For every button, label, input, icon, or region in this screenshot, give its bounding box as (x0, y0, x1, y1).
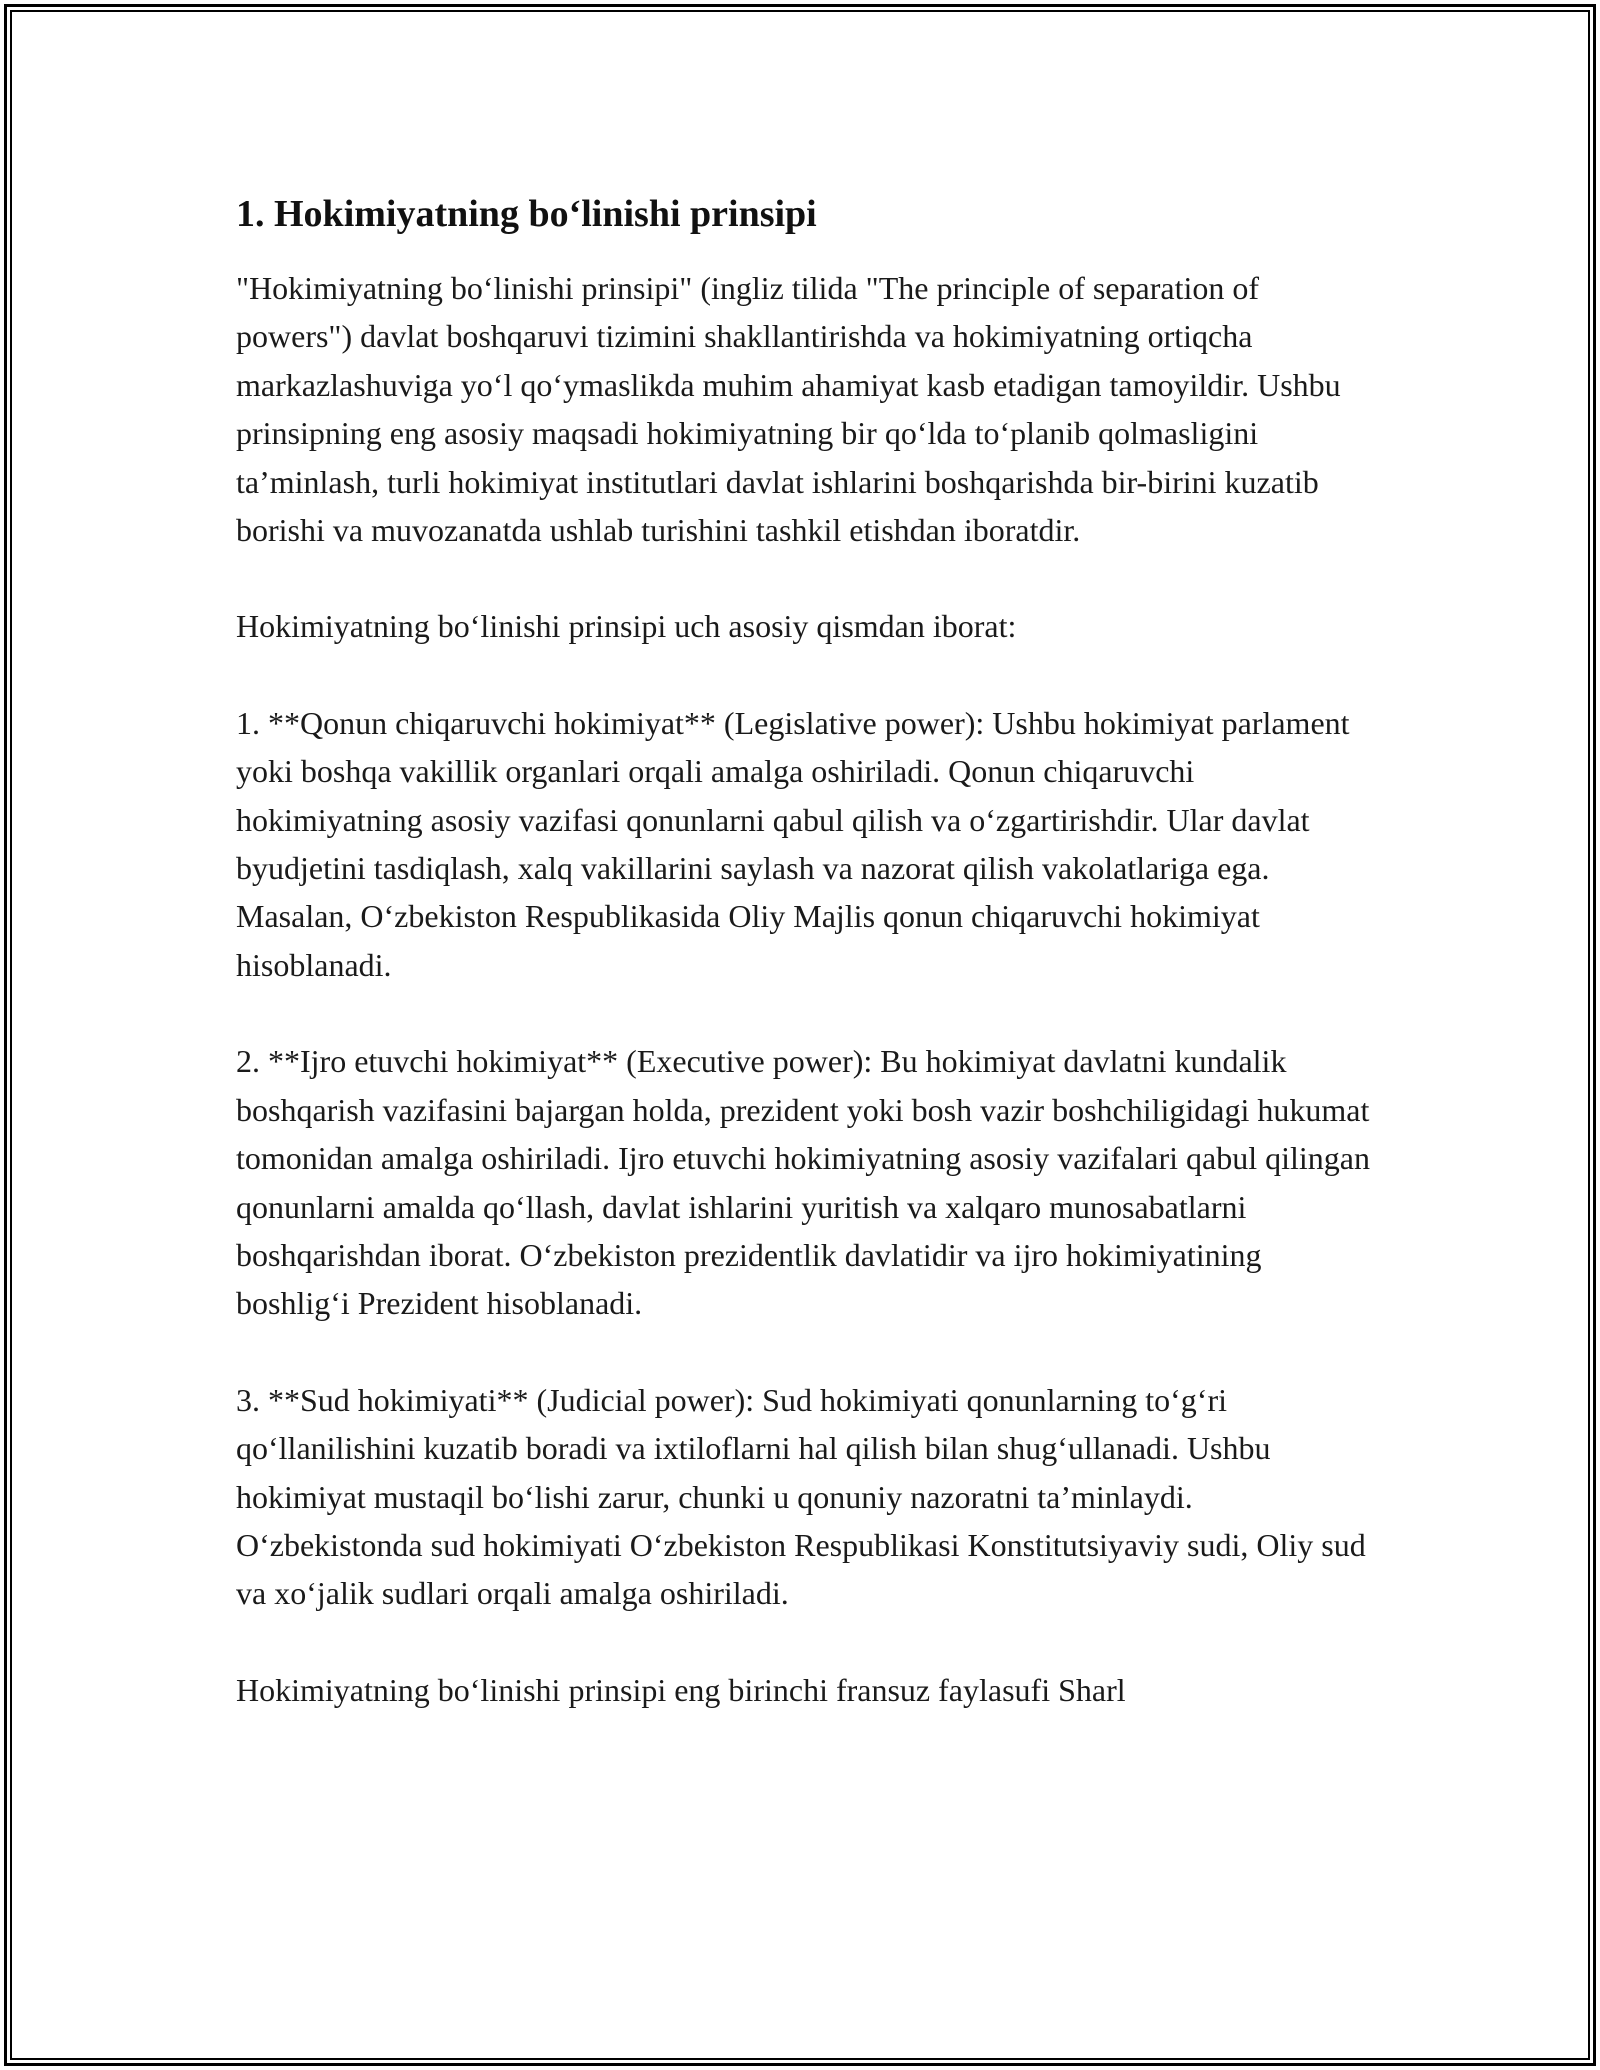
paragraph-legislative: 1. **Qonun chiqaruvchi hokimiyat** (Legislative power): Ushbu hokimiyat parlament yoki boshqa vakillik organlari orqali amalga oshiriladi. Qonun chiqaruvchi hokimiyatning asosiy vazifasi qonunlarni qabul qilish va o‘zgartirishdir. Ular davlat byudjetini tasdiqlash, xalq vakillarini saylash va nazorat qilish vakolatlariga ega. Masalan, O‘zbekiston Respublikasida Oliy Majlis qonun chiqaruvchi hokimiyat hisoblanadi. (236, 704, 1350, 983)
paragraph-executive: 2. **Ijro etuvchi hokimiyat** (Executive power): Bu hokimiyat davlatni kundalik boshqarish vazifasini bajargan holda, prezident yoki bosh vazir boshchiligidagi hukumat tomonidan amalga oshiriladi. Ijro etuvchi hokimiyatning asosiy vazifalari qabul qilingan qonunlarni amalda qo‘llash, davlat ishlarini yuritish va xalqaro munosabatlarni boshqarishdan iborat. O‘zbekiston prezidentlik davlatidir va ijro hokimiyatining boshlig‘i Prezident hisoblanadi. (236, 1043, 1370, 1322)
paragraph-parts-intro: Hokimiyatning bo‘linishi prinsipi uch asosiy qismdan iborat: (236, 608, 1017, 645)
paragraph-history: Hokimiyatning bo‘linishi prinsipi eng birinchi fransuz faylasufi Sharl (236, 1671, 1126, 1708)
section-heading: 1. Hokimiyatning bo‘linishi prinsipi (236, 193, 817, 235)
document-body (236, 186, 1376, 1762)
paragraph-judicial: 3. **Sud hokimiyati** (Judicial power): Sud hokimiyati qonunlarning to‘g‘ri qo‘llanilishini kuzatib boradi va ixtiloflarni hal qilish bilan shug‘ullanadi. Ushbu hokimiyat mustaqil bo‘lishi zarur, chunki u qonuniy nazoratni ta’minlaydi. O‘zbekistonda sud hokimiyati O‘zbekiston Respublikasi Konstitutsiyaviy sudi, Oliy sud va xo‘jalik sudlari orqali amalga oshiriladi. (236, 1381, 1366, 1612)
paragraph-intro: "Hokimiyatning bo‘linishi prinsipi" (ingliz tilida "The principle of separation of powers") davlat boshqaruvi tizimini shakllantirishda va hokimiyatning ortiqcha markazlashuviga yo‘l qo‘ymaslikda muhim ahamiyat kasb etadigan tamoyildir. Ushbu prinsipning eng asosiy maqsadi hokimiyatning bir qo‘lda to‘planib qolmasligini ta’minlash, turli hokimiyat institutlari davlat ishlarini boshqarishda bir-birini kuzatib borishi va muvozanatda ushlab turishini tashkil etishdan iboratdir. (236, 270, 1341, 549)
